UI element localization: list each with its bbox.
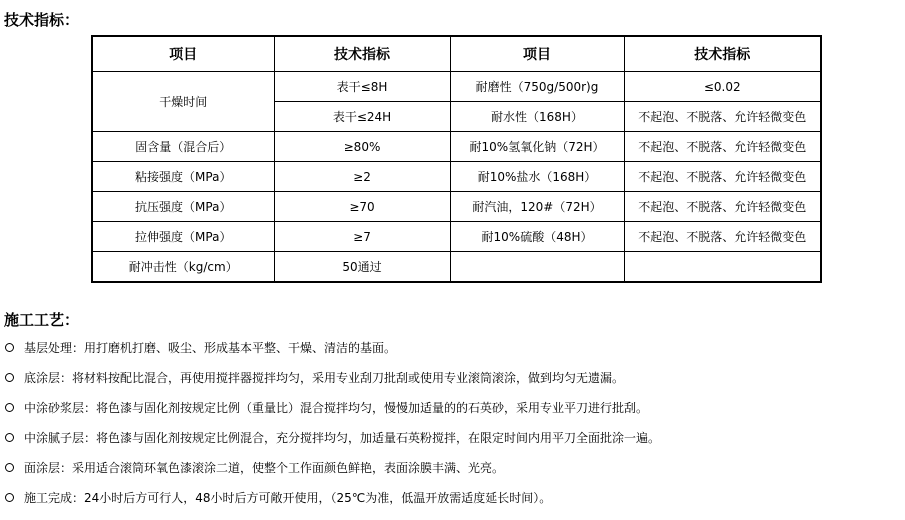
table-cell: 耐水性（168H） bbox=[450, 102, 624, 132]
table-cell: ≥7 bbox=[274, 222, 450, 252]
table-row bbox=[92, 132, 821, 162]
table-cell: 50通过 bbox=[274, 252, 450, 283]
table-cell: 耐10%硫酸（48H） bbox=[450, 222, 624, 252]
table-cell: 不起泡、不脱落、允许轻微变色 bbox=[624, 102, 821, 132]
table-cell: 表干≤8H bbox=[274, 72, 450, 102]
tech-spec-table bbox=[91, 35, 822, 283]
list-item bbox=[0, 397, 660, 427]
table-cell: 表干≤24H bbox=[274, 102, 450, 132]
list-item bbox=[0, 457, 660, 487]
process-step-text: 中涂腻子层：将色漆与固化剂按规定比例混合，充分搅拌均匀，加适量石英粉搅拌，在限定时间内用平刀全面批涂一遍。 bbox=[24, 431, 661, 445]
table-row bbox=[92, 252, 821, 283]
circle-bullet-icon bbox=[5, 433, 14, 442]
section-title-tech-specs: 技术指标： bbox=[4, 11, 80, 29]
table-cell: 耐10%氢氧化钠（72H） bbox=[450, 132, 624, 162]
header-spec: 技术指标 bbox=[274, 36, 450, 72]
process-step-text: 底涂层：将材料按配比混合，再使用搅拌器搅拌均匀，采用专业刮刀批刮或使用专业滚筒滚涂，做到均匀无遗漏。 bbox=[24, 371, 625, 385]
table-header-row bbox=[92, 36, 821, 72]
table-cell: 干燥时间 bbox=[92, 72, 274, 132]
table-cell: 抗压强度（MPa） bbox=[92, 192, 274, 222]
table-cell: 不起泡、不脱落、允许轻微变色 bbox=[624, 192, 821, 222]
circle-bullet-icon bbox=[5, 373, 14, 382]
table-row bbox=[92, 222, 821, 252]
list-item bbox=[0, 337, 660, 367]
table-cell: 不起泡、不脱落、允许轻微变色 bbox=[624, 162, 821, 192]
table-cell: ≤0.02 bbox=[624, 72, 821, 102]
circle-bullet-icon bbox=[5, 343, 14, 352]
table-cell: 粘接强度（MPa） bbox=[92, 162, 274, 192]
table-row bbox=[92, 162, 821, 192]
table-row bbox=[92, 72, 821, 102]
table-cell: 固含量（混合后） bbox=[92, 132, 274, 162]
header-item: 项目 bbox=[92, 36, 274, 72]
table-cell: 不起泡、不脱落、允许轻微变色 bbox=[624, 132, 821, 162]
list-item bbox=[0, 427, 660, 457]
process-step-text: 中涂砂浆层：将色漆与固化剂按规定比例（重量比）混合搅拌均匀，慢慢加适量的的石英砂，采用专业平刀进行批刮。 bbox=[24, 401, 649, 415]
list-item bbox=[0, 487, 660, 517]
table-cell: 不起泡、不脱落、允许轻微变色 bbox=[624, 222, 821, 252]
table-cell: ≥70 bbox=[274, 192, 450, 222]
table-cell: ≥2 bbox=[274, 162, 450, 192]
process-step-list bbox=[0, 337, 660, 517]
table-cell: 耐汽油，120#（72H） bbox=[450, 192, 624, 222]
process-step-text: 基层处理：用打磨机打磨、吸尘、形成基本平整、干燥、清洁的基面。 bbox=[24, 341, 397, 355]
circle-bullet-icon bbox=[5, 463, 14, 472]
table-cell: 耐冲击性（kg/cm） bbox=[92, 252, 274, 283]
table-row bbox=[92, 192, 821, 222]
table-cell: 耐10%盐水（168H） bbox=[450, 162, 624, 192]
header-spec: 技术指标 bbox=[624, 36, 821, 72]
circle-bullet-icon bbox=[5, 403, 14, 412]
table-cell bbox=[450, 252, 624, 283]
header-item: 项目 bbox=[450, 36, 624, 72]
table-cell: ≥80% bbox=[274, 132, 450, 162]
circle-bullet-icon bbox=[5, 493, 14, 502]
list-item bbox=[0, 367, 660, 397]
table-cell: 耐磨性（750g/500r)g bbox=[450, 72, 624, 102]
table-cell bbox=[624, 252, 821, 283]
process-step-text: 面涂层：采用适合滚筒环氧色漆滚涂二道，使整个工作面颜色鲜艳，表面涂膜丰满、光亮。 bbox=[24, 461, 505, 475]
table-cell: 拉伸强度（MPa） bbox=[92, 222, 274, 252]
section-title-construction-process: 施工工艺： bbox=[4, 311, 80, 329]
process-step-text: 施工完成：24小时后方可行人，48小时后方可敞开使用，（25℃为准，低温开放需适度延长时间）。 bbox=[24, 491, 552, 505]
